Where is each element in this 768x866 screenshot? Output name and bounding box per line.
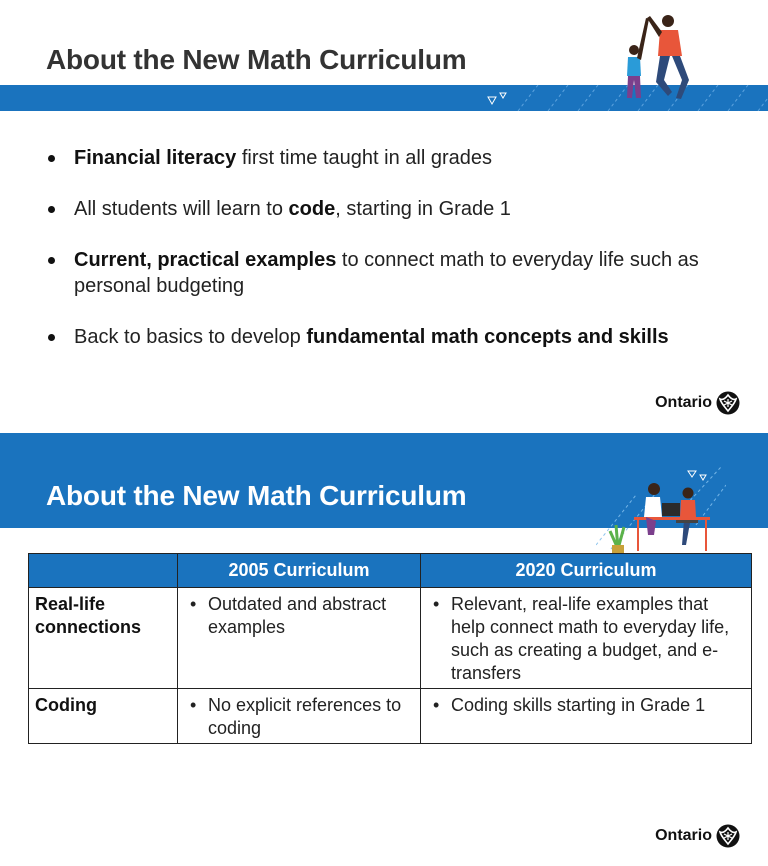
logo-text: Ontario <box>655 394 712 411</box>
header-empty <box>29 554 178 588</box>
ontario-logo <box>655 391 740 415</box>
slide-2 <box>0 433 768 866</box>
slide-2-title: About the New Math Curriculum <box>46 480 467 511</box>
cell-2020: • Relevant, real-life examples that help connect math to everyday life, such as creating a budget, and e-transfers <box>421 588 752 689</box>
curriculum-comparison-table <box>28 553 752 744</box>
cell-2005: • No explicit references to coding <box>178 689 421 744</box>
high-five-illustration <box>612 10 702 106</box>
students-at-desk-illustration <box>596 465 726 553</box>
logo-text: Ontario <box>655 827 712 844</box>
table-row <box>29 689 752 744</box>
table-header-row <box>29 554 752 588</box>
row-label: Coding <box>29 689 178 744</box>
slide-1-title: About the New Math Curriculum <box>46 44 467 75</box>
bullet-list <box>46 145 746 375</box>
cell-2020: • Coding skills starting in Grade 1 <box>421 689 752 744</box>
bullet-financial-literacy: Financial literacy first time taught in all grades <box>46 145 746 171</box>
bullet-practical-examples: Current, practical examples to connect math to everyday life such as personal budgeting <box>46 247 746 299</box>
cell-2005: • Outdated and abstract examples <box>178 588 421 689</box>
header-2020: 2020 Curriculum <box>421 554 752 588</box>
bullet-code: All students will learn to code, starting in Grade 1 <box>46 196 746 222</box>
diagonal-lines-decoration <box>448 85 768 111</box>
ontario-trillium-logo-icon <box>716 824 740 848</box>
bullet-fundamentals: Back to basics to develop fundamental math concepts and skills <box>46 324 746 350</box>
ontario-trillium-logo-icon <box>716 391 740 415</box>
header-2005: 2005 Curriculum <box>178 554 421 588</box>
table-row <box>29 588 752 689</box>
row-label: Real-life connections <box>29 588 178 689</box>
ontario-logo <box>655 824 740 848</box>
